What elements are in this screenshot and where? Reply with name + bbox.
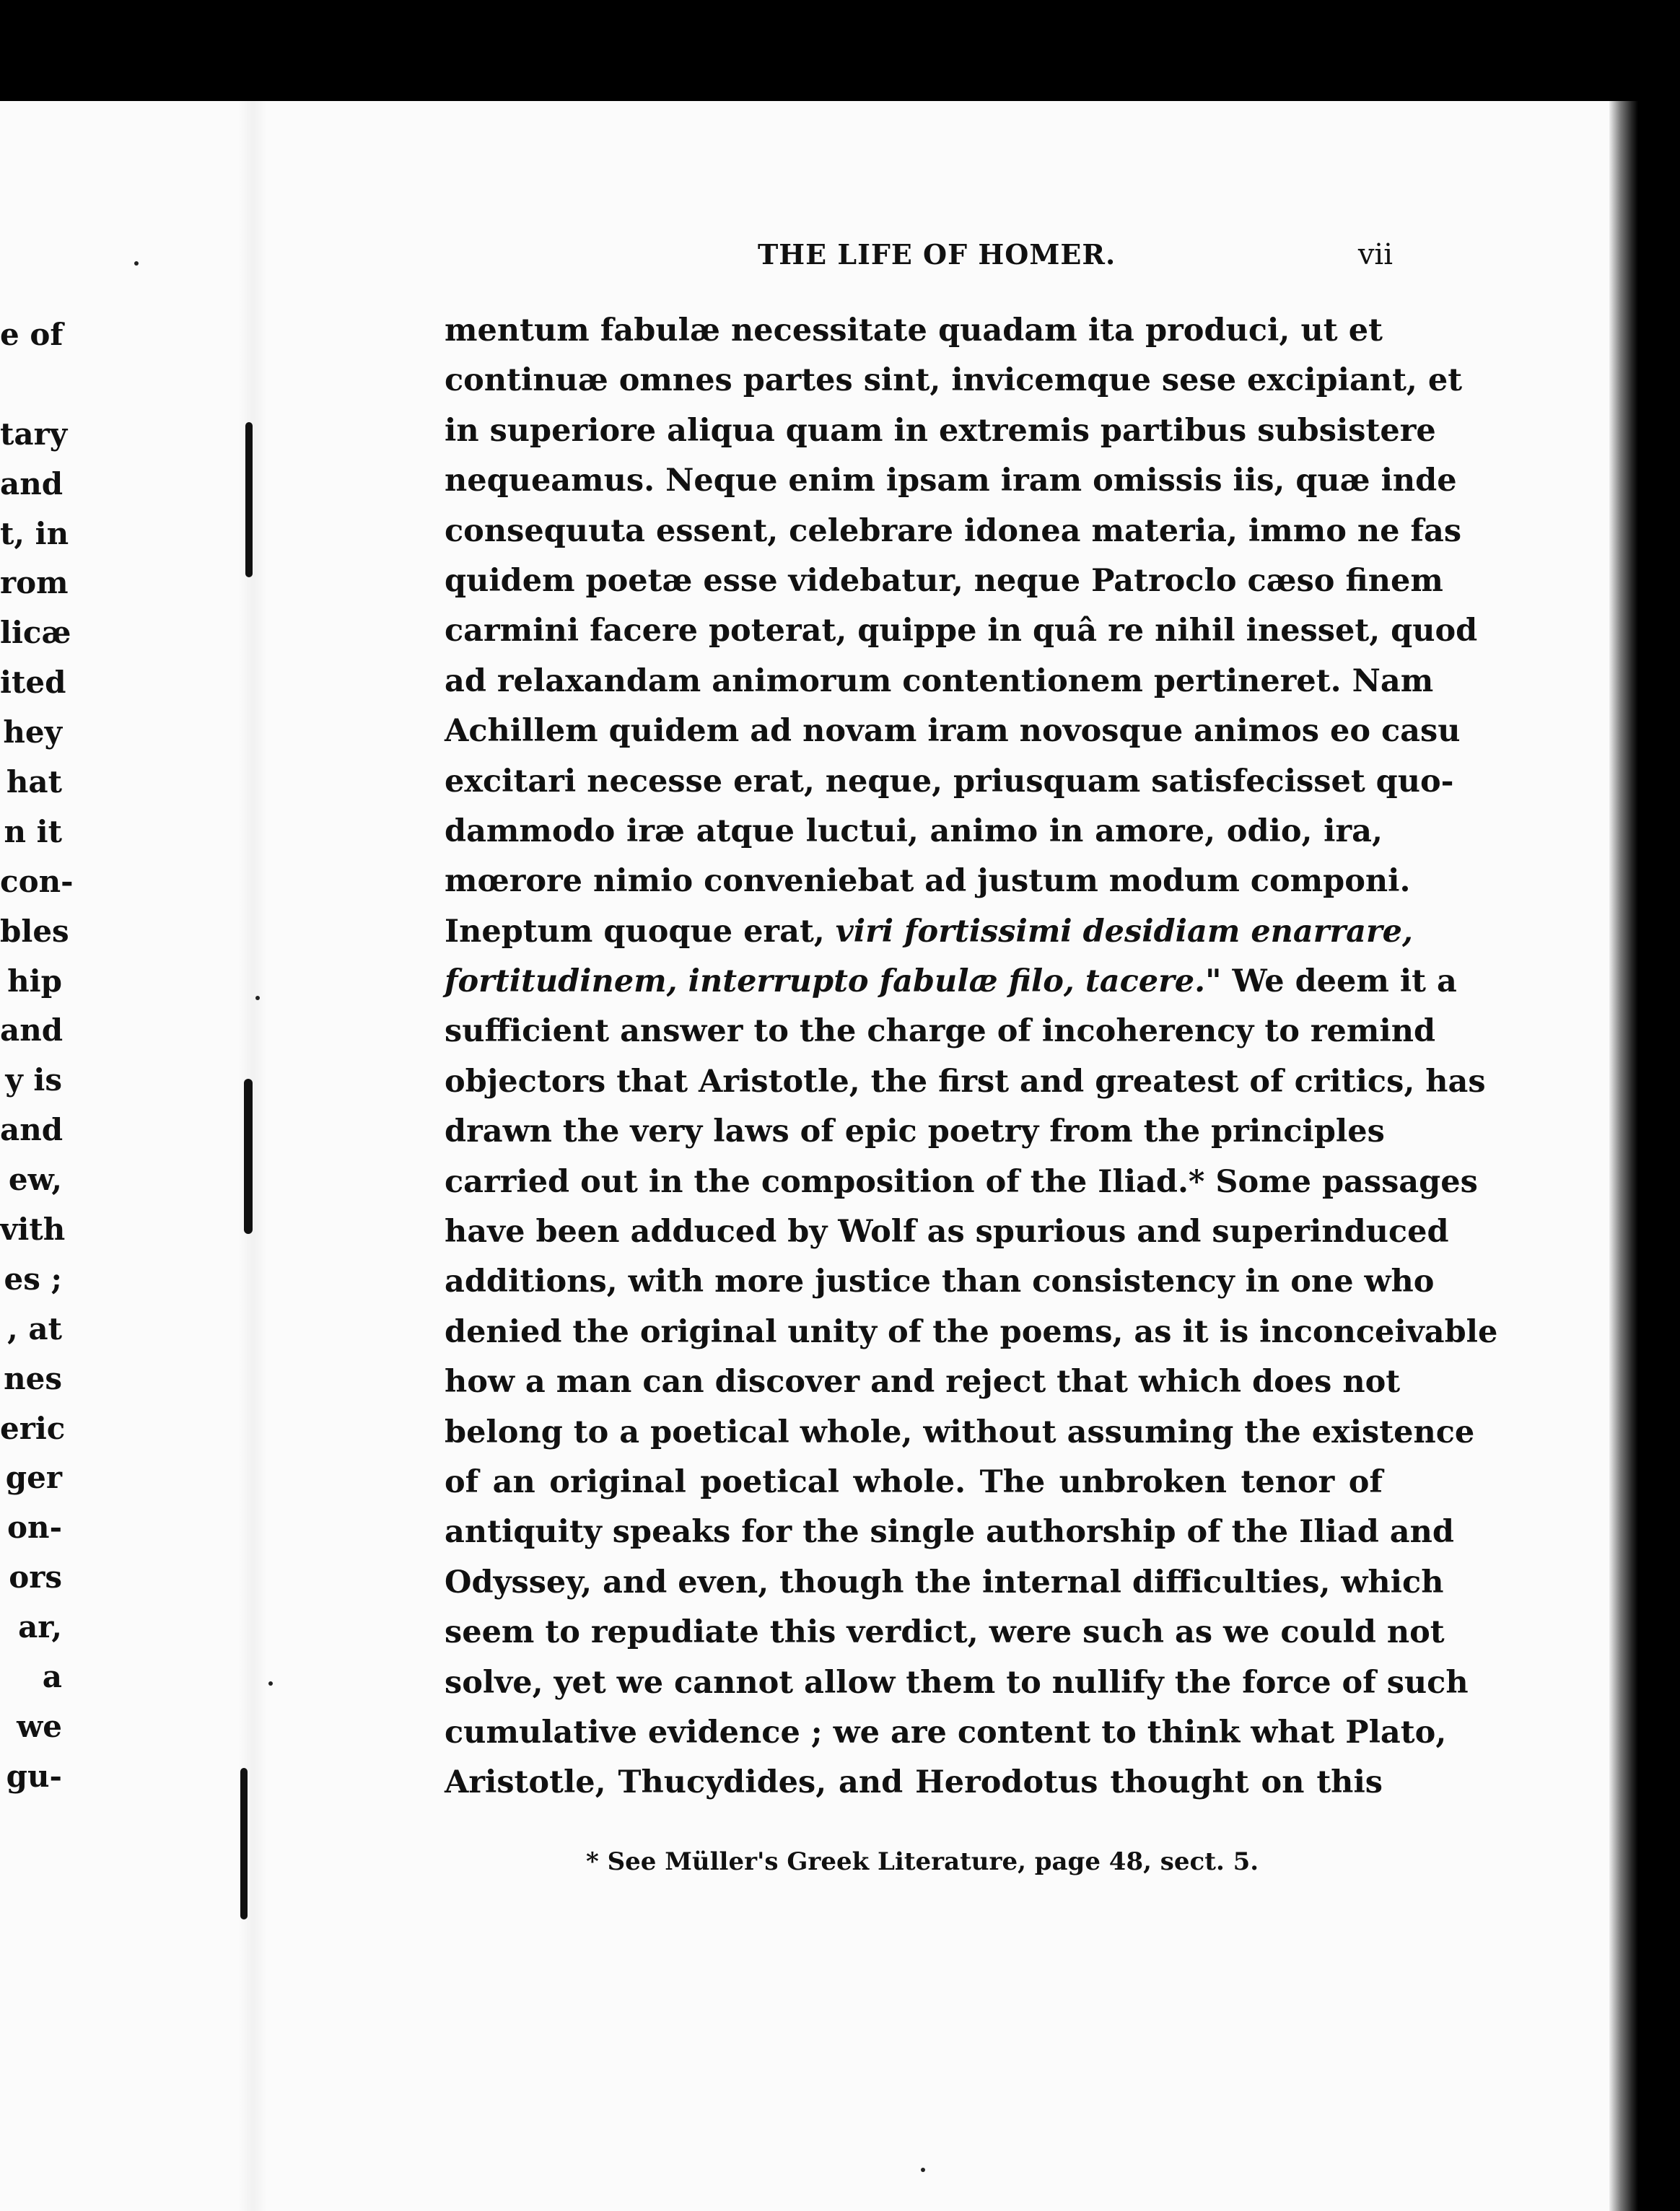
left-page-fragments xyxy=(0,310,74,1802)
left-fragment: a xyxy=(42,1659,62,1695)
left-fragment: ger xyxy=(5,1460,62,1496)
text-segment: " We deem it a xyxy=(1205,963,1457,1000)
left-fragment: e of xyxy=(0,317,64,352)
page-header xyxy=(447,238,1393,281)
left-fragment: licæ xyxy=(0,615,71,651)
left-fragment: bles xyxy=(0,913,69,949)
italic-quote: fortitudinem, interrupto fabulæ filo, tacere. xyxy=(445,963,1206,1000)
text-line: additions, with more justice than consistency in one who xyxy=(445,1264,1435,1300)
left-fragment: ors xyxy=(9,1559,62,1595)
binding-mark-top xyxy=(245,422,253,577)
text-line: Odyssey, and even, though the internal difficulties, which xyxy=(445,1564,1444,1601)
text-line: quidem poetæ esse videbatur, neque Patroclo cæso finem xyxy=(445,562,1443,599)
left-fragment: and xyxy=(0,465,64,502)
text-line: objectors that Aristotle, the first and greatest of critics, has xyxy=(445,1063,1486,1100)
italic-quote: viri fortissimi desidiam enarrare, xyxy=(835,913,1413,950)
paper-speck xyxy=(255,996,260,1000)
text-line: nequeamus. Neque enim ipsam iram omissis iis, quæ inde xyxy=(445,463,1457,499)
text-line: continuæ omnes partes sint, invicemque sese excipiant, et xyxy=(445,362,1463,399)
text-line: consequuta essent, celebrare idonea materia, immo ne fas xyxy=(445,512,1462,549)
text-line xyxy=(445,907,1413,957)
left-fragment: t, in xyxy=(0,515,69,551)
left-fragment xyxy=(0,360,62,410)
text-line: have been adduced by Wolf as spurious and superinduced xyxy=(445,1214,1449,1251)
left-fragment: ited xyxy=(0,665,66,701)
left-fragment: eric xyxy=(0,1410,66,1446)
left-fragment: vith xyxy=(0,1212,66,1248)
left-fragment: con- xyxy=(0,863,74,899)
left-fragment: and xyxy=(0,1112,64,1148)
text-line: Aristotle, Thucydides, and Herodotus thought on this xyxy=(445,1764,1383,1801)
left-fragment: hip xyxy=(7,963,62,999)
text-line: Achillem quidem ad novam iram novosque animos eo casu xyxy=(445,713,1461,750)
text-line: dammodo iræ atque luctui, animo in amore, odio, ira, xyxy=(445,813,1383,849)
binding-mark-middle xyxy=(244,1079,253,1234)
text-line: cumulative evidence ; we are content to think what Plato, xyxy=(445,1714,1447,1751)
text-line: excitari necesse erat, neque, priusquam satisfecisset quo- xyxy=(445,763,1454,800)
left-fragment: ew, xyxy=(8,1162,62,1198)
left-fragment: y is xyxy=(5,1062,62,1098)
text-line: mœrore nimio conveniebat ad justum modum componi. xyxy=(445,863,1411,900)
left-fragment: we xyxy=(17,1708,62,1744)
left-fragment: on- xyxy=(7,1510,62,1546)
left-fragment: hey xyxy=(3,714,62,750)
text-line: seem to repudiate this verdict, were such as we could not xyxy=(445,1614,1445,1651)
text-line: drawn the very laws of epic poetry from the principles xyxy=(445,1113,1385,1150)
text-line: carried out in the composition of the Iliad.* Some passages xyxy=(445,1163,1478,1200)
left-fragment: es ; xyxy=(4,1261,62,1297)
text-line xyxy=(445,957,1457,1007)
left-fragment: ar, xyxy=(18,1609,62,1645)
text-line: carmini facere poterat, quippe in quâ re nihil inesset, quod xyxy=(445,613,1478,649)
left-fragment: tary xyxy=(0,416,68,452)
text-line: belong to a poetical whole, without assuming the existence xyxy=(445,1414,1475,1450)
text-line: mentum fabulæ necessitate quadam ita produci, ut et xyxy=(445,312,1383,349)
left-fragment: and xyxy=(0,1012,64,1048)
left-fragment: n it xyxy=(4,813,62,849)
text-line: of an original poetical whole. The unbroken tenor of xyxy=(445,1463,1383,1500)
text-line: antiquity speaks for the single authorship of the Iliad and xyxy=(445,1514,1454,1551)
text-segment: Ineptum quoque erat, xyxy=(445,913,836,950)
text-line: denied the original unity of the poems, as it is inconceivable xyxy=(445,1313,1498,1350)
paper-speck xyxy=(921,2168,925,2172)
footnote: * See Müller's Greek Literature, page 48, sect. 5. xyxy=(586,1847,1259,1876)
left-fragment: nes xyxy=(4,1360,62,1396)
left-fragment: rom xyxy=(0,565,69,601)
running-title: THE LIFE OF HOMER. xyxy=(758,238,1116,271)
text-line: sufficient answer to the charge of incoherency to remind xyxy=(445,1013,1436,1050)
text-line: in superiore aliqua quam in extremis partibus subsistere xyxy=(445,412,1436,449)
body-text xyxy=(445,306,1498,1808)
text-line: solve, yet we cannot allow them to nullify the force of such xyxy=(445,1664,1469,1701)
paper-speck xyxy=(134,261,139,266)
page-edge xyxy=(1609,101,1638,2211)
binding-mark-bottom xyxy=(240,1768,248,1919)
text-line: how a man can discover and reject that which does not xyxy=(445,1364,1401,1401)
text-line: ad relaxandam animorum contentionem pertineret. Nam xyxy=(445,662,1434,699)
left-fragment: , at xyxy=(7,1310,62,1347)
left-fragment: gu- xyxy=(6,1758,62,1794)
page-number: vii xyxy=(1357,238,1393,271)
left-fragment: hat xyxy=(6,764,62,800)
paper-speck xyxy=(268,1681,273,1686)
